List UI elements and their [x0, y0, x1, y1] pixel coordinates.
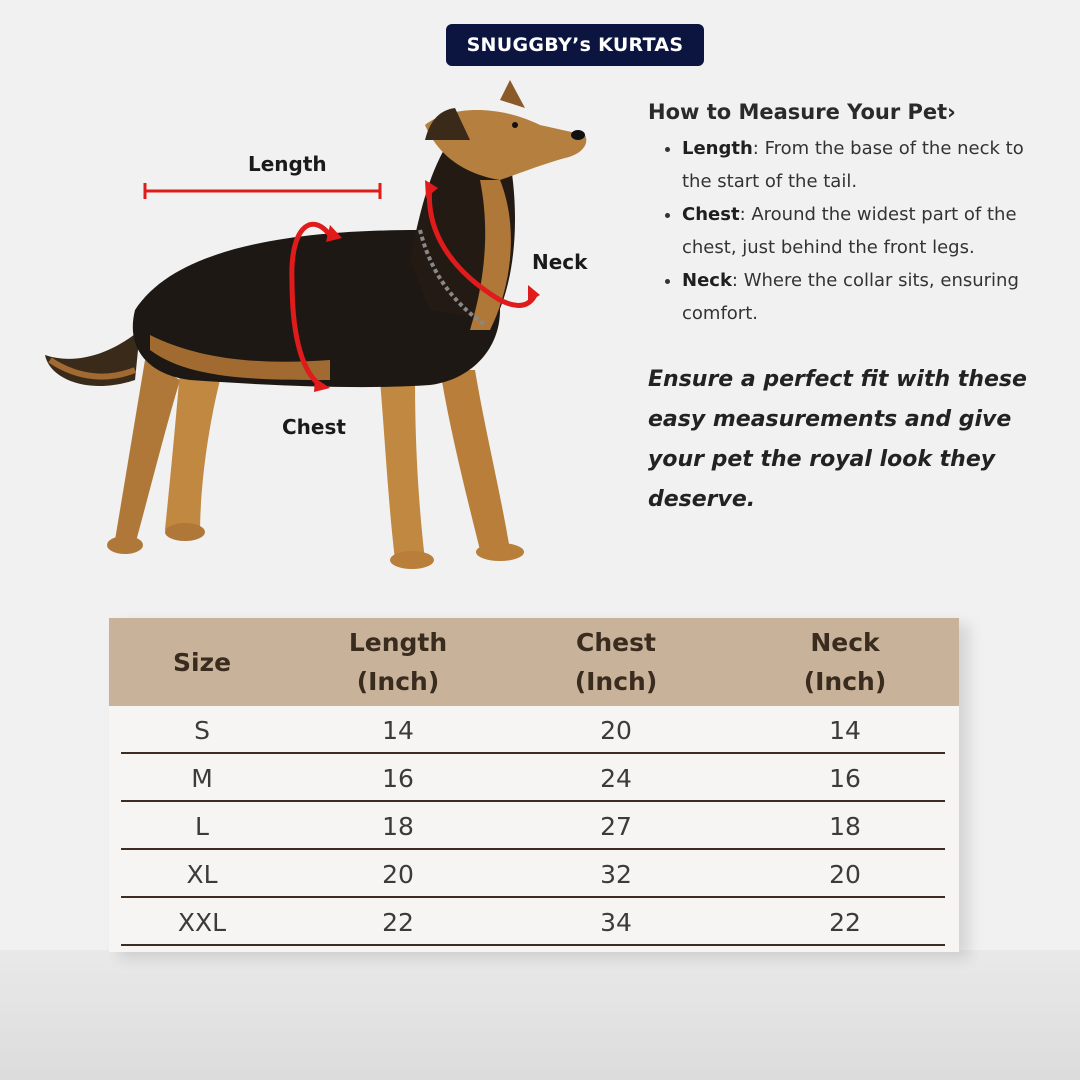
header-text: Length — [348, 628, 448, 657]
table-row — [109, 898, 959, 946]
guide-item-length — [682, 132, 1058, 198]
header-text: Chest — [576, 628, 656, 657]
cell-length: 14 — [382, 715, 414, 745]
measure-guide — [648, 100, 1058, 330]
table-header — [109, 618, 959, 706]
header-text: Neck — [810, 628, 880, 657]
cell-neck: 18 — [829, 811, 861, 841]
cell-chest: 24 — [600, 763, 632, 793]
cell-size: XL — [186, 859, 218, 889]
dog-measurement-illustration — [30, 80, 630, 580]
table-row — [109, 802, 959, 850]
header-unit: (Inch) — [574, 667, 658, 696]
dog-photo — [30, 80, 630, 580]
header-size — [109, 643, 295, 682]
guide-text: : Around the widest part of the chest, just behind the front legs. — [682, 204, 1017, 258]
cell-chest: 34 — [600, 907, 632, 937]
length-label: Length — [248, 152, 327, 176]
guide-term: Neck — [682, 270, 732, 291]
length-measure-line — [145, 183, 380, 199]
cell-neck: 22 — [829, 907, 861, 937]
guide-title: How to Measure Your Pet› — [648, 100, 956, 124]
header-unit: (Inch) — [356, 667, 440, 696]
guide-term: Chest — [682, 204, 740, 225]
cell-length: 20 — [382, 859, 414, 889]
header-unit: (Inch) — [803, 667, 887, 696]
cell-neck: 20 — [829, 859, 861, 889]
neck-label: Neck — [532, 250, 588, 274]
guide-item-neck — [682, 264, 1058, 330]
cell-neck: 16 — [829, 763, 861, 793]
guide-item-chest — [682, 198, 1058, 264]
cell-chest: 32 — [600, 859, 632, 889]
guide-text: : Where the collar sits, ensuring comfort. — [682, 270, 1019, 324]
guide-list — [648, 132, 1058, 330]
cell-size: XXL — [177, 907, 227, 937]
cell-size: L — [195, 811, 209, 841]
guide-term: Length — [682, 138, 753, 159]
header-length — [295, 623, 501, 701]
cell-size: S — [194, 715, 210, 745]
size-chart-table — [109, 618, 959, 952]
header-text: Size — [172, 647, 232, 677]
cell-chest: 20 — [600, 715, 632, 745]
cell-length: 16 — [382, 763, 414, 793]
cell-length: 22 — [382, 907, 414, 937]
chest-label: Chest — [282, 415, 346, 439]
cell-size: M — [191, 763, 213, 793]
cell-neck: 14 — [829, 715, 861, 745]
table-row — [109, 754, 959, 802]
guide-text: : From the base of the neck to the start of the tail. — [682, 138, 1024, 192]
floor-background — [0, 950, 1080, 1080]
header-neck — [731, 623, 959, 701]
cell-chest: 27 — [600, 811, 632, 841]
table-row — [109, 850, 959, 898]
header-chest — [501, 623, 731, 701]
tagline: Ensure a perfect fit with these easy measurements and give your pet the royal look they deserve. — [648, 367, 1027, 512]
brand-badge: SNUGGBY’s KURTAS — [446, 24, 704, 66]
cell-length: 18 — [382, 811, 414, 841]
table-row — [109, 706, 959, 754]
